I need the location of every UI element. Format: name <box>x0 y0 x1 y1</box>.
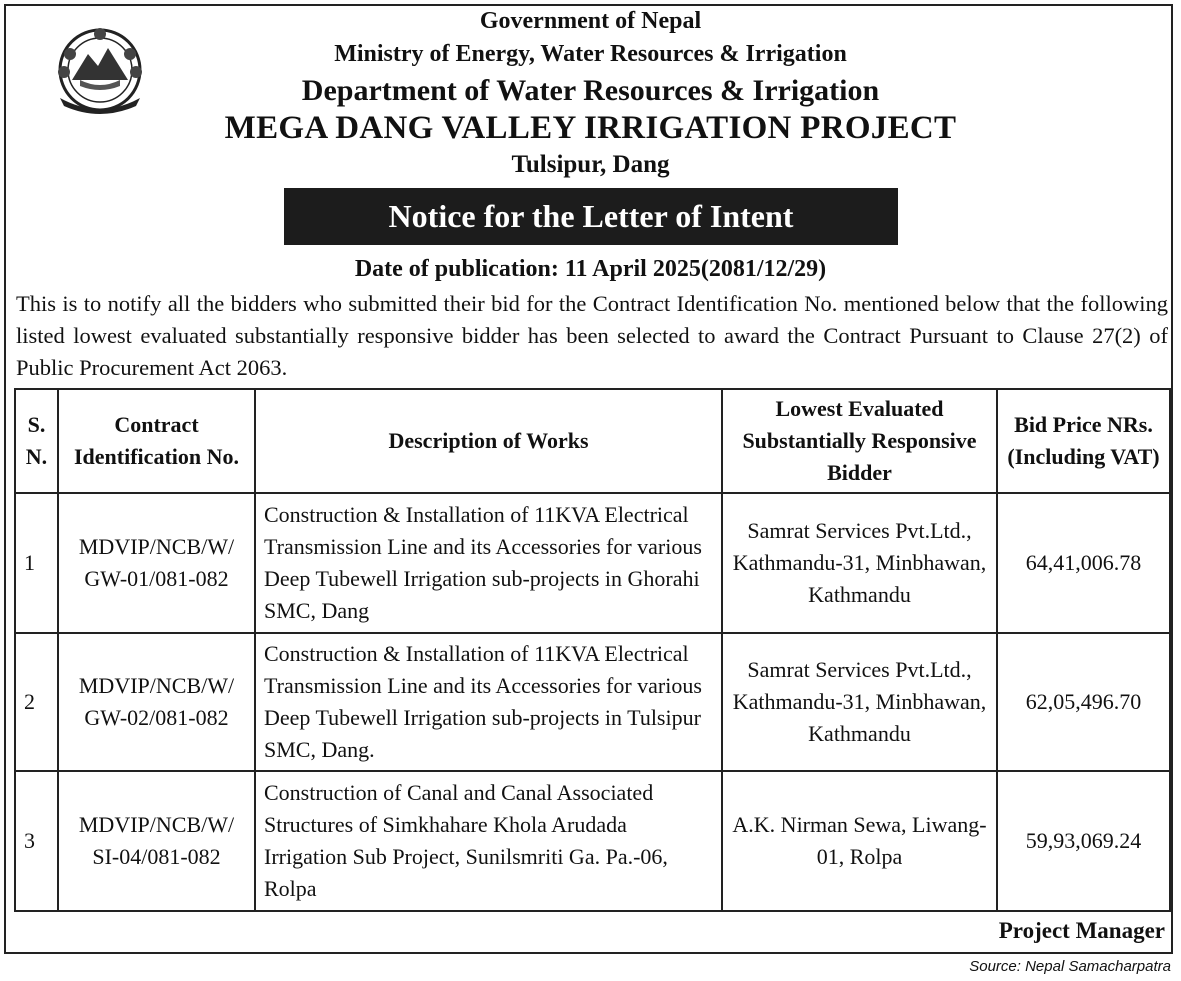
loi-table <box>14 388 1171 912</box>
cell-bidder: Samrat Services Pvt.Ltd., Kathmandu-31, Minbhawan, Kathmandu <box>722 633 997 771</box>
cell-sn: 1 <box>15 493 58 633</box>
cell-sn: 2 <box>15 633 58 771</box>
signatory: Project Manager <box>998 918 1165 943</box>
cell-contract-id: MDVIP/NCB/W/ SI-04/081-082 <box>58 771 255 911</box>
header-sn: S. N. <box>15 389 58 493</box>
cell-description: Construction & Installation of 11KVA Electrical Transmission Line and its Accessories for various Deep Tubewell Irrigation sub-projects in Tulsipur SMC, Dang. <box>255 633 722 771</box>
table-row <box>15 493 1170 633</box>
header-government: Government of Nepal <box>479 8 702 34</box>
cell-bidder: Samrat Services Pvt.Ltd., Kathmandu-31, Minbhawan, Kathmandu <box>722 493 997 633</box>
cell-price: 59,93,069.24 <box>997 771 1170 911</box>
cell-bidder: A.K. Nirman Sewa, Liwang-01, Rolpa <box>722 771 997 911</box>
header-contract-id: Contract Identification No. <box>58 389 255 493</box>
cell-description: Construction of Canal and Canal Associated Structures of Simkhahare Khola Arudada Irrigation Sub Project, Sunilsmriti Ga. Pa.-06, Rolpa <box>255 771 722 911</box>
cell-price: 64,41,006.78 <box>997 493 1170 633</box>
notice-title-banner: Notice for the Letter of Intent <box>284 188 898 245</box>
cell-sn: 3 <box>15 771 58 911</box>
publication-date: Date of publication: 11 April 2025(2081/12/29) <box>354 256 827 282</box>
header-ministry: Ministry of Energy, Water Resources & Irrigation <box>334 41 847 67</box>
table-row <box>15 771 1170 911</box>
cell-contract-id: MDVIP/NCB/W/ GW-01/081-082 <box>58 493 255 633</box>
header-location: Tulsipur, Dang <box>511 151 670 178</box>
source-credit: Source: Nepal Samacharpatra <box>969 958 1171 975</box>
intro-paragraph: This is to notify all the bidders who submitted their bid for the Contract Identification No. mentioned below that the following listed lowest evaluated substantially responsive bidder has been selected to award the Contract Pursuant to Clause 27(2) of Public Procurement Act 2063. <box>16 291 1168 380</box>
header-bidder: Lowest Evaluated Substantially Responsive Bidder <box>722 389 997 493</box>
header-description: Description of Works <box>255 389 722 493</box>
header-project: MEGA DANG VALLEY IRRIGATION PROJECT <box>224 110 957 146</box>
header-price: Bid Price NRs. (Including VAT) <box>997 389 1170 493</box>
table-row <box>15 633 1170 771</box>
cell-price: 62,05,496.70 <box>997 633 1170 771</box>
cell-description: Construction & Installation of 11KVA Electrical Transmission Line and its Accessories for various Deep Tubewell Irrigation sub-projects in Ghorahi SMC, Dang <box>255 493 722 633</box>
header-department: Department of Water Resources & Irrigation <box>301 74 880 107</box>
cell-contract-id: MDVIP/NCB/W/ GW-02/081-082 <box>58 633 255 771</box>
